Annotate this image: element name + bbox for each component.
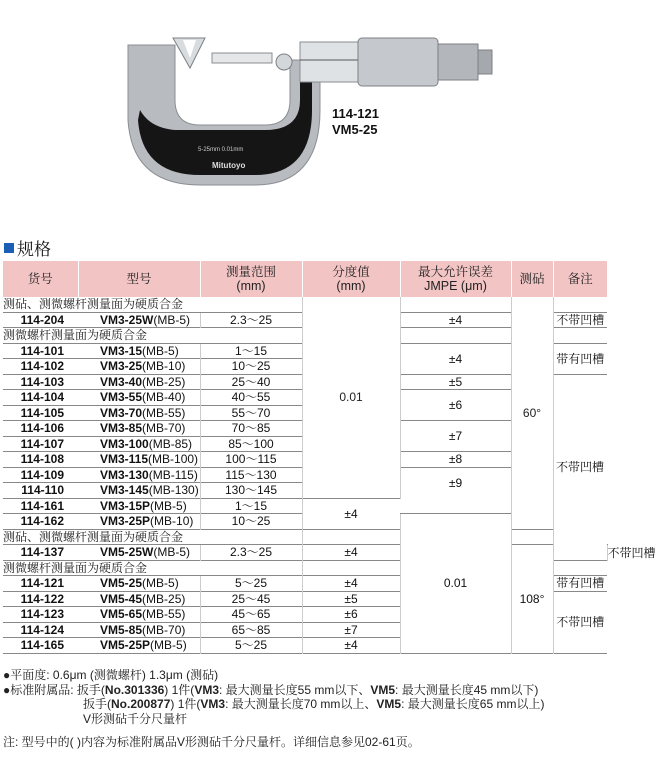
footnote: 注: 型号中的( )内容为标准附属品V形测砧千分尺量杆。详细信息参见02-61页。 [3,735,420,749]
model-suffix: (MB-70) [142,421,186,436]
error-cell: ±4 [302,576,400,592]
spec-table [3,261,656,654]
range-cell: 45～65 [200,607,302,623]
item-no-cell: 114-108 [3,452,78,468]
model-name: VM3-40 [100,374,143,389]
model-name: VM3-130 [100,467,149,482]
range-cell: 55～70 [200,405,302,421]
model-name: VM5-25W [100,545,154,560]
note-text: : 最大测量长度55 mm以下、 [219,682,371,697]
model-name: VM3-25 [100,359,143,374]
header-error: 最大允许误差 JMPE (μm) [400,261,511,297]
error-cell: ±9 [400,467,511,498]
model-cell [78,374,200,390]
header-item-no: 货号 [3,261,78,297]
model-suffix: (MB-10) [150,514,194,529]
item-no-cell: 114-107 [3,436,78,452]
range-cell: 100～115 [200,452,302,468]
item-no-cell: 114-106 [3,421,78,437]
note-text: ●标准附属品: 扳手( [3,682,105,697]
range-cell: 1～15 [200,343,302,359]
model-cell [78,452,200,468]
model-suffix: (MB-10) [142,359,186,374]
model-cell [78,607,200,623]
model-suffix: (MB-5) [150,638,187,653]
error-cell: ±5 [400,374,511,390]
model-cell [78,405,200,421]
model-suffix: (MB-85) [148,436,193,451]
note-text: : 最大测量长度65 mm以上) [401,697,545,711]
model-cell [78,421,200,437]
item-no-cell: 114-121 [3,576,78,592]
note-model: VM5 [376,697,402,711]
model-suffix: (MB-100) [148,452,199,467]
section-title-text: 规格 [17,240,51,259]
range-cell: 25～40 [200,374,302,390]
model-suffix: (MB-55) [142,607,186,622]
notes [3,668,544,726]
range-cell: 5～25 [200,638,302,654]
model-cell [78,312,200,328]
note-text: 扳手( [83,697,111,711]
model-suffix: (MB-5) [150,498,187,513]
model-name: VM3-25W [100,312,154,327]
header-remark: 备注 [553,261,607,297]
range-cell: 5～25 [200,576,302,592]
anvil-angle-cell: 108° [511,545,553,654]
range-cell: 10～25 [200,514,302,530]
item-no-cell: 114-109 [3,467,78,483]
empty-cell [553,560,607,576]
remark-cell: 不带凹槽 [553,312,607,328]
range-cell: 70～85 [200,421,302,437]
model-name: VM3-85 [100,421,143,436]
empty-cell [400,297,511,312]
model-cell [78,498,200,514]
note-accessory-3: V形测砧千分尺量杆 [83,711,188,726]
range-cell: 115～130 [200,467,302,483]
range-cell: 85～100 [200,436,302,452]
error-cell: ±7 [302,622,400,638]
model-cell [78,576,200,592]
header-model: 型号 [78,261,200,297]
group-header-row [3,529,607,545]
square-bullet-icon [4,243,14,253]
remark-cell: 不带凹槽 [553,591,607,653]
note-text: ) 1件( [170,697,201,711]
error-cell: ±7 [400,421,511,452]
model-cell [78,359,200,375]
frame-label-text: 5-25mm 0.01mm [198,147,244,153]
model-cell [78,622,200,638]
model-cell [78,390,200,406]
model-suffix: (MB-115) [148,467,198,482]
error-cell: ±6 [400,390,511,421]
product-image-area [0,0,611,230]
model-name: VM5-25P [100,638,151,653]
item-no-cell: 114-102 [3,359,78,375]
remark-cell: 带有凹槽 [553,576,607,592]
error-cell: ±5 [302,591,400,607]
model-name: VM3-70 [100,405,143,420]
header-range: 测量范围 (mm) [200,261,302,297]
empty-cell [302,529,400,545]
model-suffix: (MB-25) [142,374,186,389]
model-name: VM3-25P [100,514,151,529]
v-anvil-micrometer-illustration [0,0,611,230]
empty-cell [511,529,553,545]
remark-cell: 不带凹槽 [553,374,607,560]
range-cell: 1～15 [200,498,302,514]
item-no-cell: 114-162 [3,514,78,530]
item-no-cell: 114-124 [3,622,78,638]
model-suffix: (MB-25) [142,591,186,606]
error-cell: ±4 [302,498,400,529]
group-label: 测微螺杆测量面为硬质合金 [3,560,302,576]
section-title [4,235,51,260]
header-anvil: 测砧 [511,261,553,297]
item-no-cell: 114-105 [3,405,78,421]
note-model: VM5 [370,682,396,697]
note-model: VM3 [200,697,226,711]
note-flatness: ●平面度: 0.6μm (测微螺杆) 1.3μm (测砧) [3,668,219,682]
model-suffix: (MB-5) [153,545,191,560]
table-row: 114-137 VM5-25W(MB-5) 2.3～25 ±4 108° 不带凹槽 [3,545,607,561]
note-accessory-1 [3,683,544,698]
item-no-cell: 114-165 [3,638,78,654]
note-text: : 最大测量长度45 mm以下) [395,682,539,697]
model-suffix: (MB-5) [142,576,179,591]
group-header-row [3,297,607,312]
item-no-cell: 114-122 [3,591,78,607]
model-suffix: (MB-5) [153,312,191,327]
empty-cell [553,328,607,344]
model-name: VM3-15 [100,343,143,358]
item-no-cell: 114-101 [3,343,78,359]
product-model: VM5-25 [332,122,378,137]
range-cell: 2.3～25 [200,545,302,561]
empty-cell [553,297,607,312]
note-part-no: No.200877 [111,697,171,711]
model-name: VM3-145 [100,483,149,498]
group-label: 测微螺杆测量面为硬质合金 [3,328,302,344]
model-name: VM3-100 [100,436,149,451]
item-no-cell: 114-103 [3,374,78,390]
item-no-cell: 114-123 [3,607,78,623]
range-cell: 40～55 [200,390,302,406]
item-no-cell: 114-161 [3,498,78,514]
note-text: : 最大测量长度70 mm以上、 [225,697,377,711]
model-name: VM5-85 [100,622,143,637]
item-no-cell: 114-110 [3,483,78,499]
item-no-cell: 114-137 [3,545,78,561]
model-suffix: (MB-40) [142,390,186,405]
model-suffix: (MB-130) [148,483,199,498]
model-cell [78,343,200,359]
error-cell: ±6 [302,607,400,623]
model-cell [78,638,200,654]
header-graduation: 分度值 (mm) [302,261,400,297]
model-cell [78,467,200,483]
remark-cell: 带有凹槽 [553,343,607,374]
table-header-row [3,261,607,297]
model-suffix: (MB-55) [142,405,186,420]
range-cell: 10～25 [200,359,302,375]
note-accessory-2 [3,697,544,712]
model-cell [78,514,200,530]
brand-logo-text: Mitutoyo [212,161,246,170]
group-label: 测砧、测微螺杆测量面为硬质合金 [3,529,302,545]
note-text: ) 1件( [164,682,195,697]
anvil-angle-cell: 60° [511,297,553,529]
error-cell: ±8 [400,452,511,468]
error-cell: ±4 [302,638,400,654]
product-code: 114-121 [332,106,379,121]
item-no-cell: 114-204 [3,312,78,328]
model-name: VM5-25 [100,576,143,591]
model-name: VM3-115 [100,452,149,467]
range-cell: 2.3～25 [200,312,302,328]
product-caption [332,106,379,138]
model-name: VM3-15P [100,498,151,513]
error-cell: ±4 [400,312,511,328]
model-cell [78,591,200,607]
model-cell [78,545,200,561]
model-suffix: (MB-5) [142,343,179,358]
graduation-cell: 0.01 [400,514,511,654]
empty-cell [400,328,511,344]
model-name: VM5-65 [100,607,143,622]
range-cell: 25～45 [200,591,302,607]
range-cell: 130～145 [200,483,302,499]
model-cell [78,483,200,499]
error-cell: ±4 [400,343,511,374]
model-name: VM5-45 [100,591,143,606]
note-part-no: No.301336 [104,682,165,697]
empty-cell [302,560,400,576]
group-label: 测砧、测微螺杆测量面为硬质合金 [3,297,184,312]
item-no-cell: 114-104 [3,390,78,406]
model-name: VM3-55 [100,390,143,405]
error-cell: ±4 [302,545,400,561]
model-cell [78,436,200,452]
note-model: VM3 [194,682,219,697]
range-cell: 65～85 [200,622,302,638]
graduation-cell: 0.01 [302,297,400,498]
model-suffix: (MB-70) [142,622,186,637]
